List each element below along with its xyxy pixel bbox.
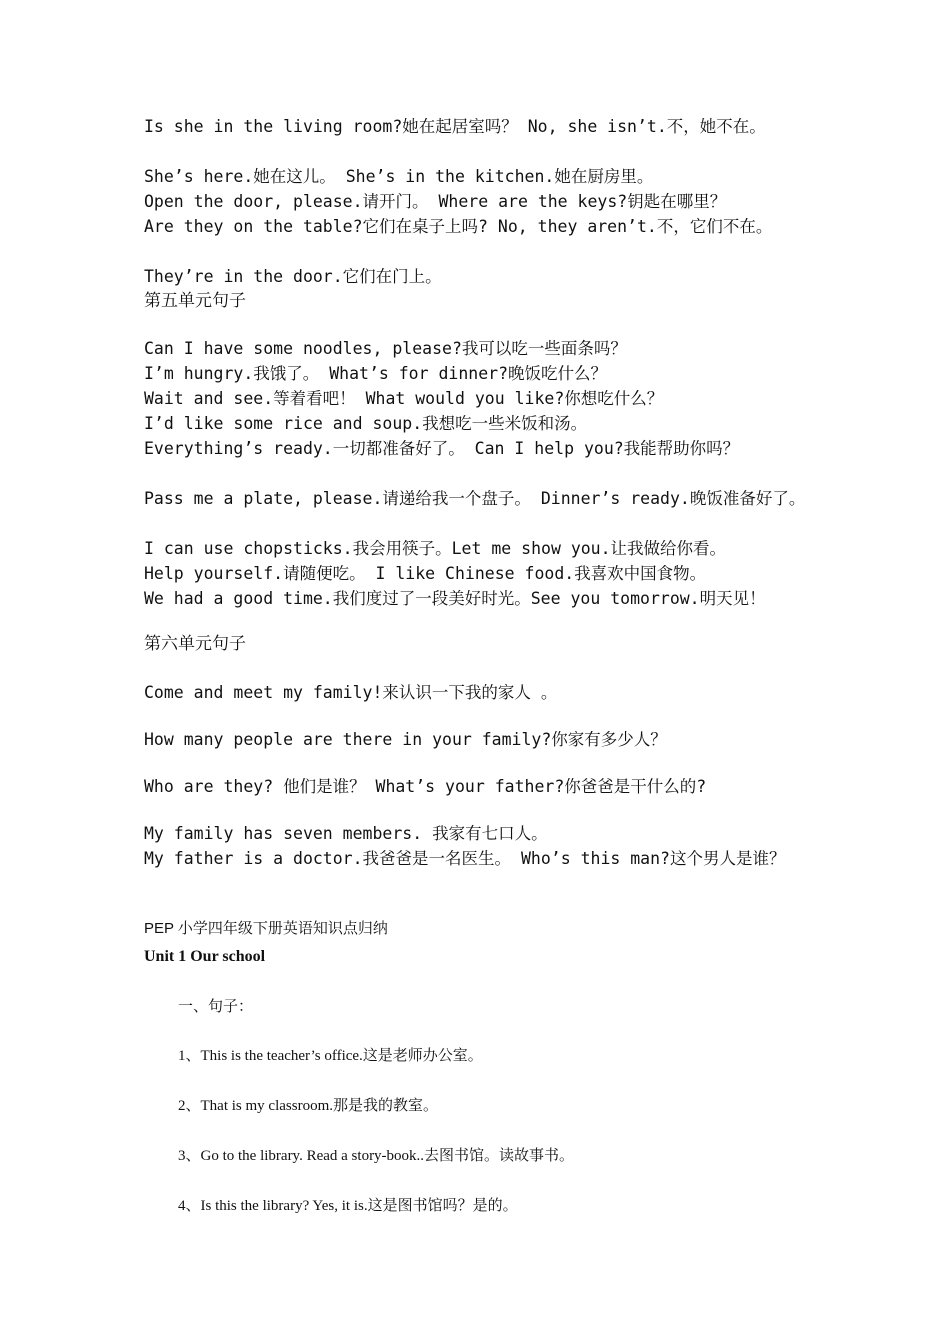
sentence-line: How many people are there in your family?你家有多少人？ <box>144 730 667 749</box>
sentence-line: Help yourself.请随便吃。 I like Chinese food.我喜欢中国食物。 <box>144 564 707 583</box>
sentence-line: Who are they? 他们是谁？ What’s your father?你爸爸是干什么的? <box>144 777 707 796</box>
sentence-line: Everything’s ready.一切都准备好了。 Can I help you?我能帮助你吗？ <box>144 439 740 458</box>
sentence-line: Is she in the living room?她在起居室吗？ No, she isn’t.不，她不在。 <box>144 117 766 136</box>
pep-title: PEP 小学四年级下册英语知识点归纳 <box>144 920 388 937</box>
sentence-line: We had a good time.我们度过了一段美好时光。See you tomorrow.明天见！ <box>144 589 766 608</box>
sentence-line: My father is a doctor.我爸爸是一名医生。 Who’s this man?这个男人是谁？ <box>144 849 786 868</box>
unit1-sentence: 3、Go to the library. Read a story-book..去图书馆。读故事书。 <box>178 1148 575 1164</box>
sentence-line: Are they on the table?它们在桌子上吗? No, they aren’t.不，它们不在。 <box>144 217 773 236</box>
sentence-line: Can I have some noodles, please?我可以吃一些面条吗？ <box>144 339 627 358</box>
unit1-title: Unit 1 Our school <box>144 948 266 965</box>
sentence-line: I’d like some rice and soup.我想吃一些米饭和汤。 <box>144 414 588 433</box>
sentence-line: My family has seven members. 我家有七口人。 <box>144 824 548 843</box>
unit1-sentence: 4、Is this the library? Yes, it is.这是图书馆吗？是的。 <box>178 1198 518 1214</box>
section-label: 一、句子： <box>178 999 254 1015</box>
sentence-line: Wait and see.等着看吧！ What would you like?你想吃什么？ <box>144 389 664 408</box>
sentence-line: They’re in the door.它们在门上。 <box>144 267 442 286</box>
unit1-sentence: 1、This is the teacher’s office.这是老师办公室。 <box>178 1048 483 1064</box>
sentence-line: I’m hungry.我饿了。 What’s for dinner?晚饭吃什么？ <box>144 364 608 383</box>
sentence-line: I can use chopsticks.我会用筷子。Let me show you.让我做给你看。 <box>144 539 727 558</box>
sentence-line: Pass me a plate, please.请递给我一个盘子。 Dinner’s ready.晚饭准备好了。 <box>144 489 806 508</box>
sentence-line: Come and meet my family!来认识一下我的家人 。 <box>144 683 558 702</box>
unit1-sentence: 2、That is my classroom.那是我的教室。 <box>178 1098 438 1114</box>
unit5-heading: 第五单元句子 <box>144 291 246 311</box>
unit6-heading: 第六单元句子 <box>144 634 246 654</box>
sentence-line: She’s here.她在这儿。 She’s in the kitchen.她在厨房里。 <box>144 167 654 186</box>
sentence-line: Open the door, please.请开门。 Where are the keys?钥匙在哪里？ <box>144 192 727 211</box>
